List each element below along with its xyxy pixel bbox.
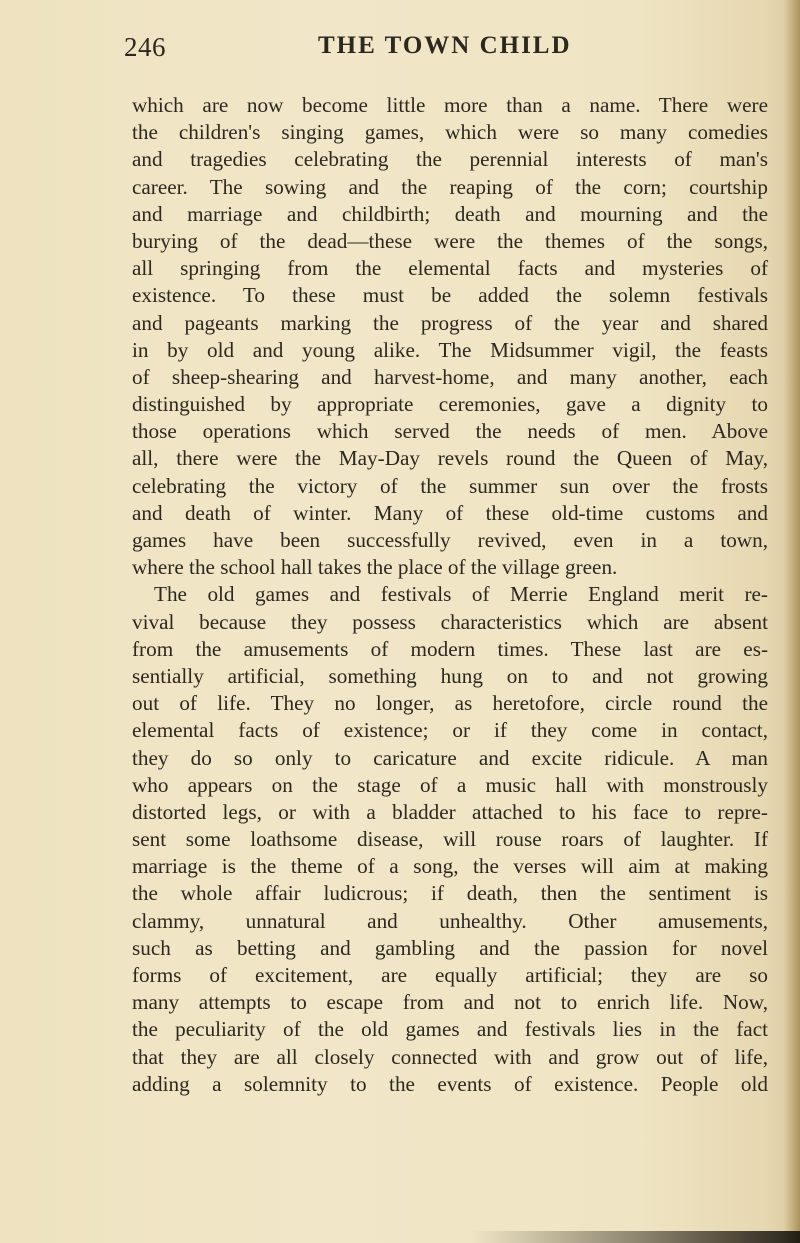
- running-head: THE TOWN CHILD: [318, 32, 572, 59]
- text-line: games have been successfully revived, even in a town,: [132, 528, 768, 552]
- text-line: the children's singing games, which were so many comedies: [132, 120, 768, 145]
- text-line: career. The sowing and the reaping of the corn; courtship: [132, 174, 768, 199]
- text-line: from the amusements of modern times. These last are es-: [132, 636, 768, 661]
- page-number: 246: [124, 32, 166, 62]
- text-line: distorted legs, or with a bladder attached to his face to repre-: [132, 799, 768, 824]
- text-line: distinguished by appropriate ceremonies, gave a dignity to: [132, 392, 768, 417]
- page-header: [124, 32, 764, 72]
- text-line: The old games and festivals of Merrie England merit re-: [154, 582, 768, 607]
- text-line: the whole affair ludicrous; if death, then the sentiment is: [132, 881, 768, 906]
- text-line: such as betting and gambling and the passion for novel: [132, 935, 768, 960]
- page-edge-shadow: [784, 0, 800, 1243]
- text-line: sent some loathsome disease, will rouse roars of laughter. If: [132, 827, 768, 852]
- text-line: burying of the dead—these were the themes of the songs,: [132, 228, 768, 253]
- body-text: [132, 92, 768, 1098]
- text-line: forms of excitement, are equally artificial; they are so: [132, 963, 768, 987]
- text-line: marriage is the theme of a song, the verses will aim at making: [132, 854, 768, 879]
- text-line: and pageants marking the progress of the year and shared: [132, 310, 768, 335]
- text-line: and tragedies celebrating the perennial interests of man's: [132, 147, 768, 172]
- text-line: elemental facts of existence; or if they come in contact,: [132, 718, 768, 743]
- text-line: and death of winter. Many of these old-time customs and: [132, 500, 768, 525]
- text-line: sentially artificial, something hung on to and not growing: [132, 663, 768, 688]
- text-line: all, there were the May-Day revels round the Queen of May,: [132, 446, 768, 471]
- text-line: of sheep-shearing and harvest-home, and many another, each: [132, 364, 768, 389]
- text-line: celebrating the victory of the summer sun over the frosts: [132, 473, 768, 498]
- text-line: those operations which served the needs of men. Above: [132, 419, 768, 444]
- text-line: in by old and young alike. The Midsummer vigil, the feasts: [132, 337, 768, 362]
- text-line: they do so only to caricature and excite ridicule. A man: [132, 745, 768, 770]
- text-line: adding a solemnity to the events of existence. People old: [132, 1071, 768, 1096]
- text-line: many attempts to escape from and not to enrich life. Now,: [132, 990, 768, 1015]
- text-line: clammy, unnatural and unhealthy. Other amusements,: [132, 908, 768, 933]
- text-line: out of life. They no longer, as heretofore, circle round the: [132, 691, 768, 716]
- text-line: which are now become little more than a name. There were: [132, 93, 768, 117]
- text-line: where the school hall takes the place of the village green.: [132, 555, 618, 580]
- text-line: existence. To these must be added the solemn festivals: [132, 283, 768, 308]
- text-line: vival because they possess characteristics which are absent: [132, 609, 768, 634]
- text-line: who appears on the stage of a music hall with monstrously: [132, 772, 768, 797]
- text-line: all springing from the elemental facts and mysteries of: [132, 256, 768, 281]
- page-bottom-shadow: [470, 1231, 800, 1243]
- text-line: that they are all closely connected with and grow out of life,: [132, 1044, 768, 1069]
- text-line: the peculiarity of the old games and festivals lies in the fact: [132, 1017, 768, 1042]
- text-line: and marriage and childbirth; death and mourning and the: [132, 201, 768, 226]
